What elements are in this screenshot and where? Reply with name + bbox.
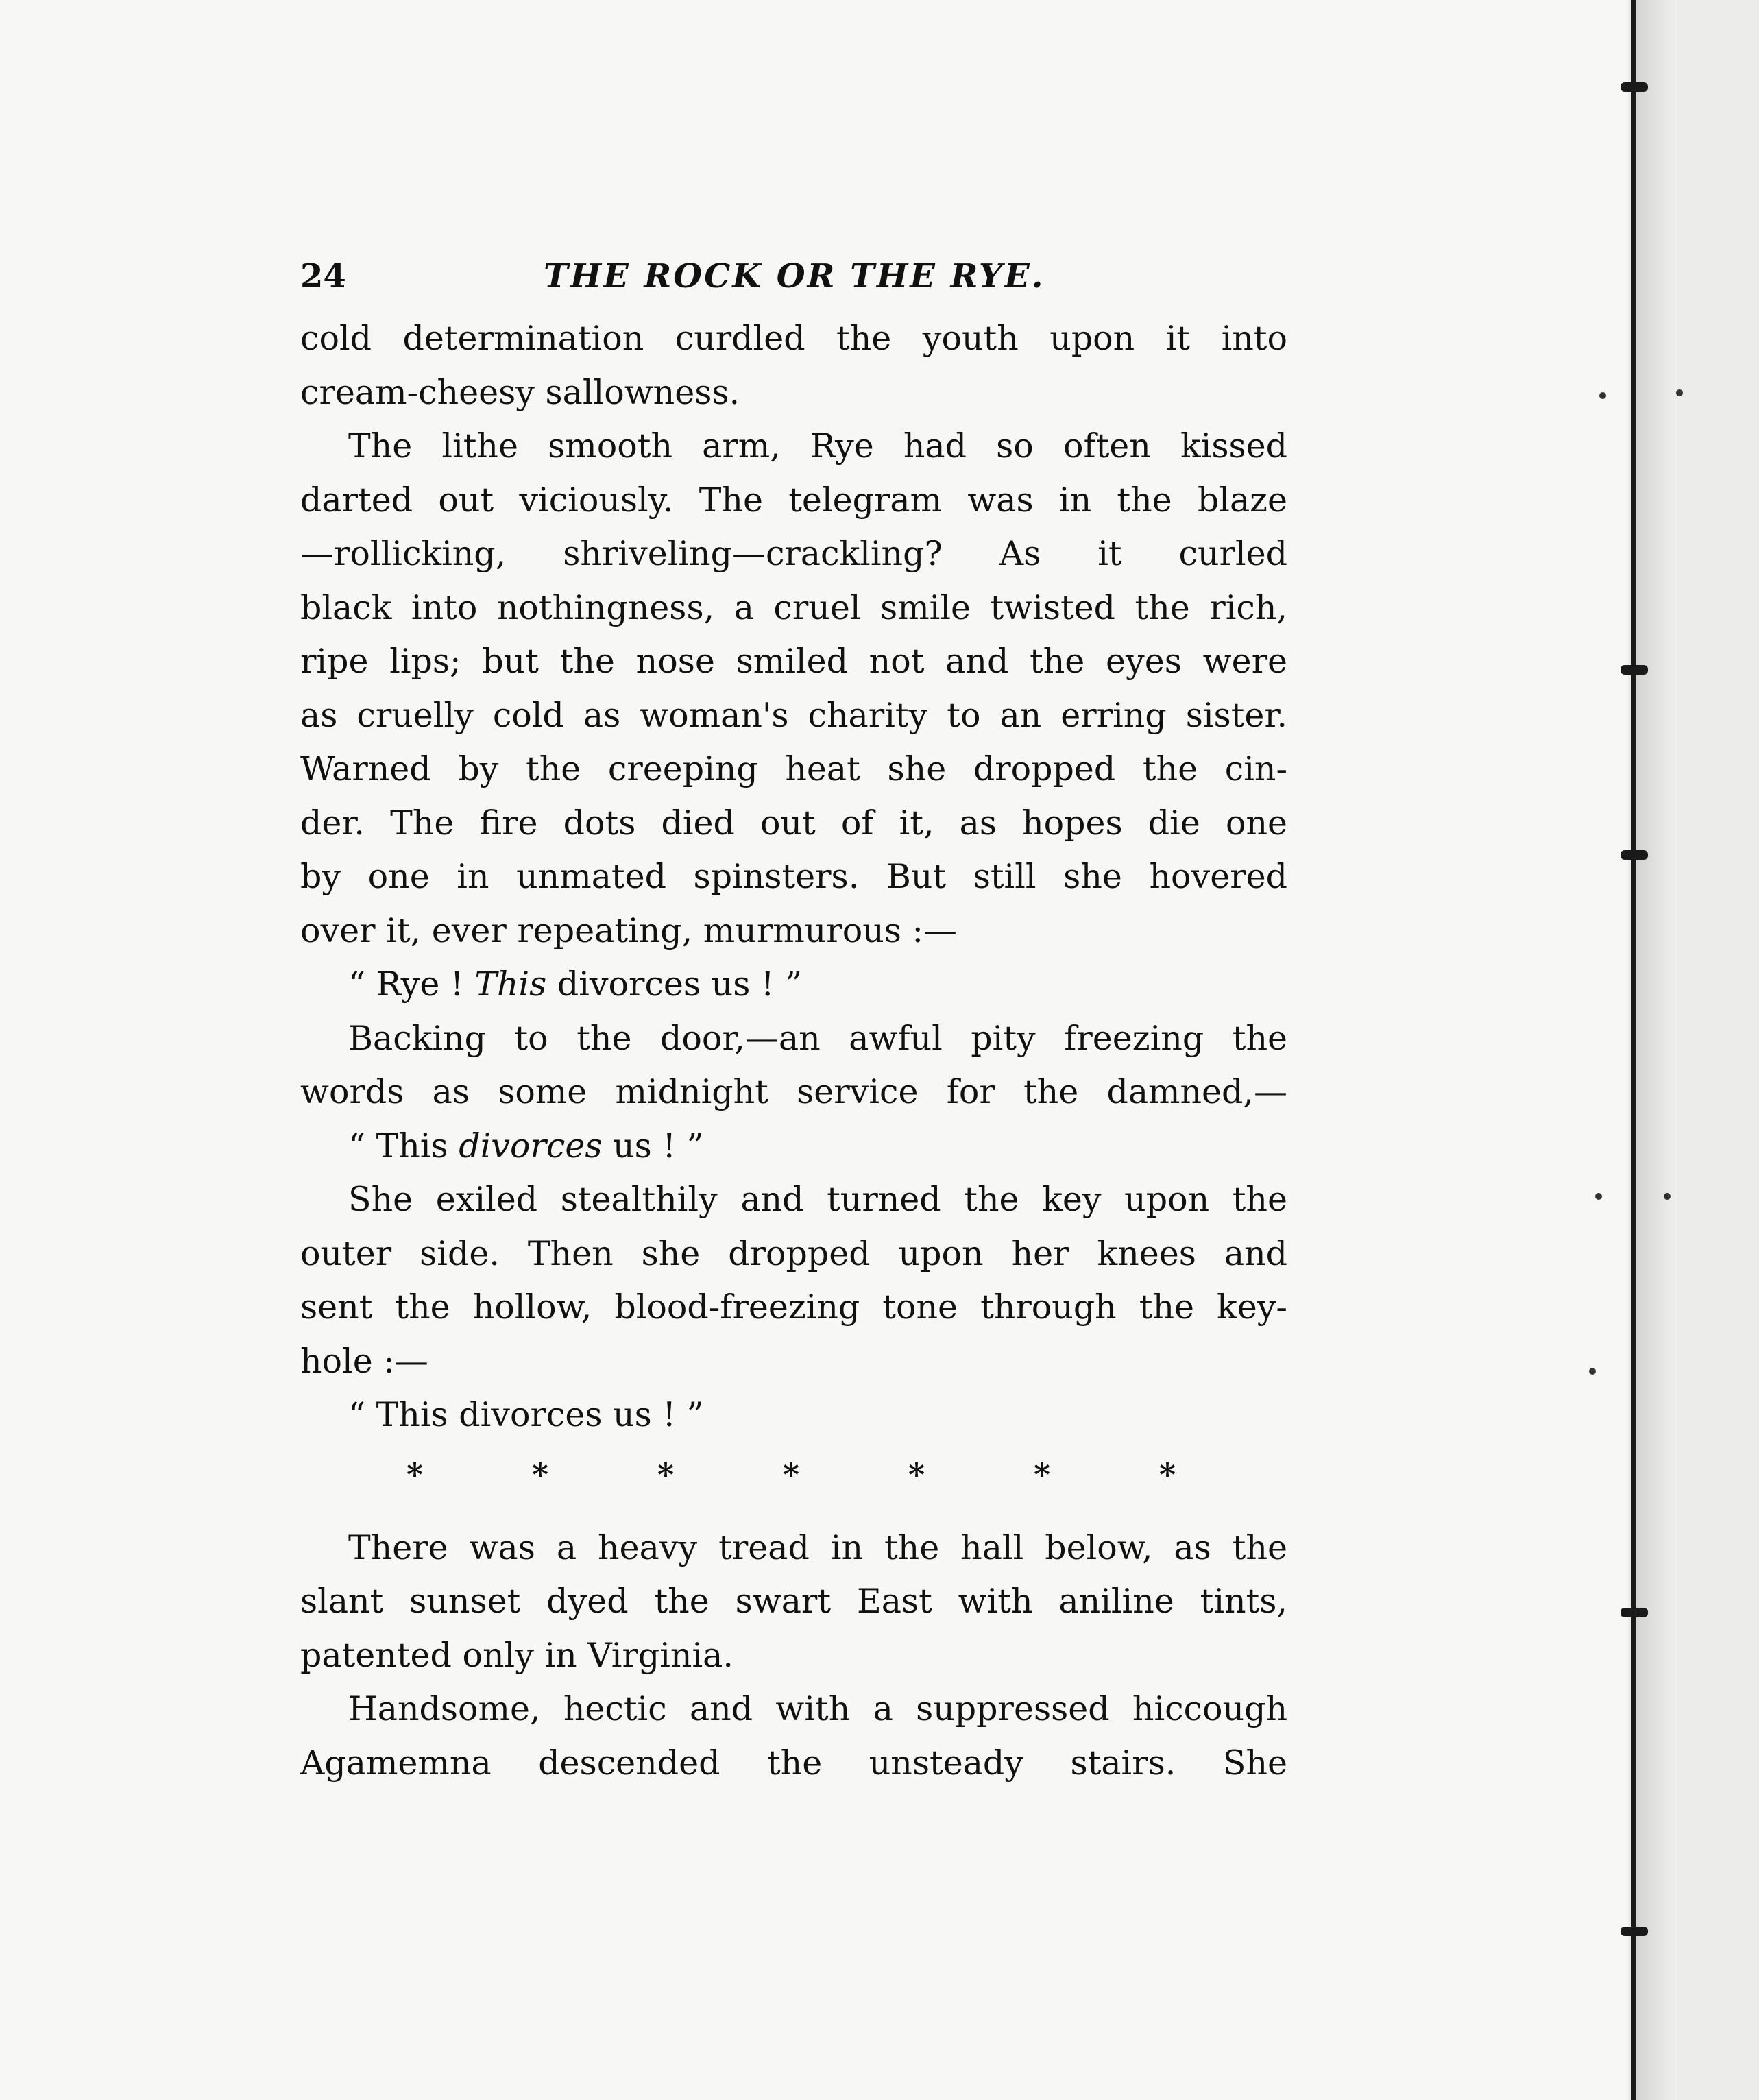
text-line: by one in unmated spinsters. But still she hovered — [300, 857, 1287, 896]
binding-clip-mark — [1621, 1608, 1648, 1617]
text-line: hole :— — [300, 1341, 428, 1381]
italic-text: This — [474, 965, 547, 1004]
section-break — [300, 1443, 1287, 1521]
text-segment: us ! ” — [602, 1126, 704, 1166]
scan-speck — [1595, 1193, 1602, 1200]
binding-clip-mark — [1621, 82, 1648, 92]
paragraphs-before-break — [300, 312, 1287, 1443]
text-line: She exiled stealthily and turned the key upon the — [348, 1180, 1287, 1219]
scan-speck — [1589, 1368, 1596, 1375]
text-line: patented only in Virginia. — [300, 1635, 733, 1675]
text-line: over it, ever repeating, murmurous :— — [300, 910, 957, 950]
scan-speck — [1676, 389, 1683, 396]
text-line: —rollicking, shriveling—crackling? As it curled — [300, 534, 1287, 573]
text-line: cream-cheesy sallowness. — [300, 372, 740, 412]
text-line: sent the hollow, blood-freezing tone through the key- — [300, 1288, 1287, 1327]
scan-speck — [1664, 1193, 1671, 1200]
text-line: Handsome, hectic and with a suppressed hiccough — [348, 1689, 1287, 1728]
italic-text: divorces — [459, 1126, 603, 1166]
page-number: 24 — [300, 257, 346, 295]
text-line: cold determination curdled the youth upon it into — [300, 319, 1287, 358]
text-segment: “ This — [348, 1126, 459, 1166]
paragraphs-after-break — [300, 1521, 1287, 1791]
text-segment: “ Rye ! — [348, 965, 475, 1004]
asterisk: * — [657, 1456, 675, 1493]
text-line: Agamemna descended the unsteady stairs. She — [300, 1743, 1287, 1783]
asterisk: * — [532, 1456, 549, 1493]
text-line: Warned by the creeping heat she dropped the cin- — [300, 749, 1287, 788]
binding-clip-mark — [1621, 1927, 1648, 1936]
binding-edge — [1631, 0, 1636, 2100]
text-line: slant sunset dyed the swart East with aniline tints, — [300, 1582, 1287, 1621]
text-line: There was a heavy tread in the hall below, as the — [348, 1528, 1287, 1567]
text-line: outer side. Then she dropped upon her knees and — [300, 1233, 1287, 1273]
text-line: ripe lips; but the nose smiled not and the eyes were — [300, 642, 1287, 681]
asterisk: * — [908, 1456, 925, 1493]
text-line: as cruelly cold as woman's charity to an erring sister. — [300, 695, 1287, 735]
asterisk: * — [407, 1456, 424, 1493]
text-line: black into nothingness, a cruel smile twisted the rich, — [300, 588, 1287, 627]
text-line: darted out viciously. The telegram was in the blaze — [300, 480, 1287, 520]
text-line: “ This divorces us ! ” — [348, 1395, 704, 1434]
scan-speck — [1599, 392, 1606, 399]
text-line: Backing to the door,—an awful pity freezing the — [348, 1018, 1287, 1058]
binding-clip-mark — [1621, 665, 1648, 675]
binding-shadow — [1636, 0, 1677, 2100]
asterisk: * — [1159, 1456, 1176, 1493]
binding-clip-mark — [1621, 850, 1648, 860]
text-block — [300, 250, 1287, 1790]
text-segment: divorces us ! ” — [546, 965, 803, 1004]
text-line: words as some midnight service for the damned,— — [300, 1072, 1287, 1111]
text-line — [300, 1120, 1287, 1174]
text-line — [300, 958, 1287, 1012]
text-line: The lithe smooth arm, Rye had so often kissed — [348, 426, 1287, 466]
running-head — [300, 250, 1287, 312]
asterisk: * — [783, 1456, 800, 1493]
text-line: der. The fire dots died out of it, as hopes die one — [300, 803, 1287, 843]
asterisk: * — [1034, 1456, 1051, 1493]
running-title: THE ROCK OR THE RYE. — [544, 257, 1045, 295]
